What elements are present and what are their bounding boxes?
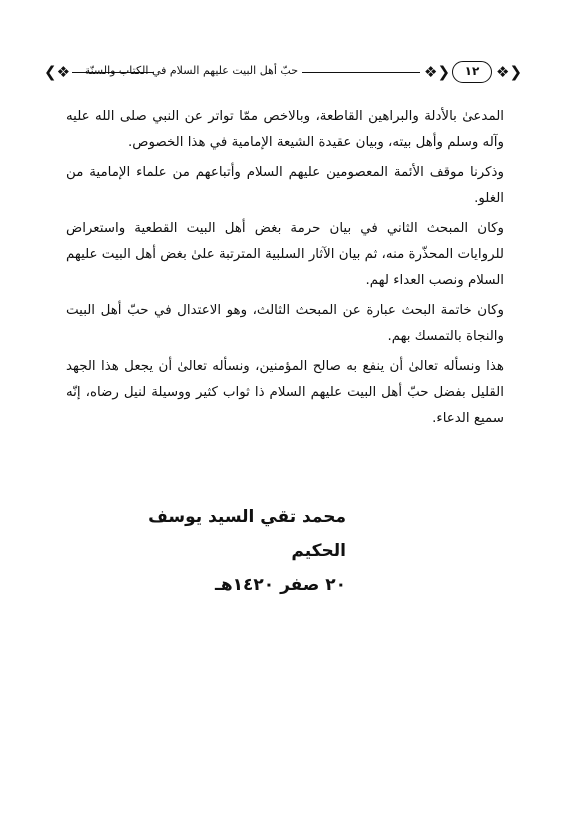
paragraph-1: المدعىٰ بالأدلة والبراهين القاطعة، وبالاخص ممّا تواتر عن النبي صلى الله عليه وآله وسلم وأهل بيته، وبيان عقيدة الشيعة الإمامية في هذا الخصوص. — [66, 109, 504, 151]
paragraph-3: وكان المبحث الثاني في بيان حرمة بغض أهل البيت القطعية واستعراض للروايات المحذّرة منه، ثم بيان الآثار السلبية المترتبة علىٰ بغض أهل البيت عليهم السلام ونصب العداء لهم. — [66, 220, 504, 289]
signature-date: ٢٠ صفر ١٤٢٠هـ — [215, 575, 346, 595]
page-number-badge — [452, 61, 492, 83]
header-ornament-left: ❮❖ — [44, 63, 71, 81]
paragraph-2: وذكرنا موقف الأئمة المعصومين عليهم السلام وأتباعهم من علماء الإمامية من الغلو. — [66, 164, 504, 207]
header-ornament-right: ❖❯ — [496, 63, 523, 81]
running-title: حبّ أهل البيت عليهم السلام في الكتاب والسنّة — [84, 64, 298, 77]
page-number: ١٢ — [464, 64, 480, 78]
signature-block — [100, 500, 346, 602]
paragraph-5: هذا ونسأله تعالىٰ أن ينفع به صالح المؤمنين، ونسأله تعالىٰ أن يجعل هذا الجهد القليل بفضل حبّ أهل البيت عليهم السلام ذا ثواب كثير ووسيلة لنيل رضاه، إنّه سميع الدعاء. — [66, 358, 504, 427]
page-header — [44, 58, 522, 88]
body-text — [66, 104, 504, 436]
header-ornament-mid-left: ❖❯ — [424, 63, 451, 81]
author-name: محمد تقي السيد يوسف الحكيم — [148, 507, 346, 561]
paragraph-4: وكان خاتمة البحث عبارة عن المبحث الثالث، وهو الاعتدال في حبّ أهل البيت والنجاة بالتمسك بهم. — [66, 302, 504, 345]
header-rule-middle — [302, 72, 420, 73]
